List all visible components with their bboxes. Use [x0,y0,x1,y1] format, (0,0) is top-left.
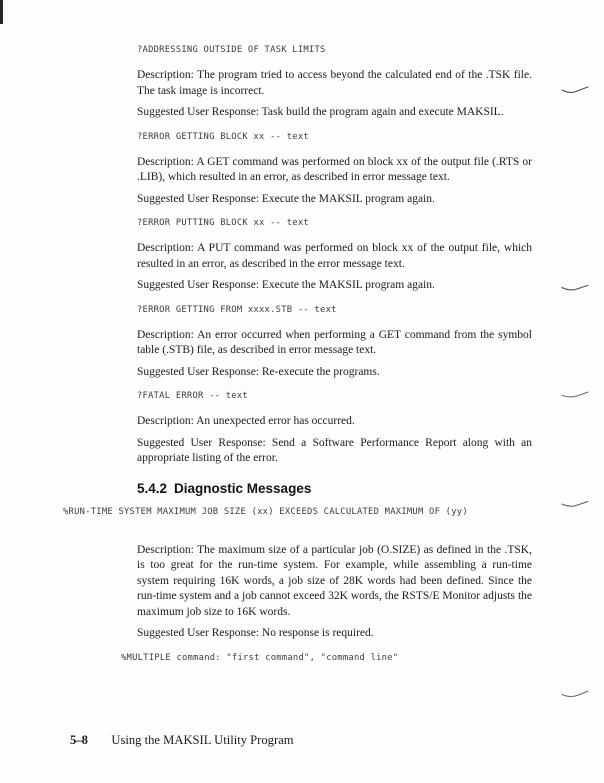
user-response-text: Suggested User Response: Execute the MAKSIL program again. [137,279,435,291]
diagnostic-code-line: %MULTIPLE command: "first command", "command line" [121,652,399,663]
error-code-line: ?ERROR GETTING BLOCK xx -- text [137,131,309,142]
page-body [63,45,532,676]
section-heading [137,481,532,496]
footer-page-number: 5–8 [70,733,88,747]
scan-swoosh-4 [561,498,589,509]
error-code-line: ?ERROR GETTING FROM xxxx.STB -- text [137,304,337,315]
page-footer [70,733,294,748]
diagnostic-code-line: %RUN-TIME SYSTEM MAXIMUM JOB SIZE (xx) EXCEEDS CALCULATED MAXIMUM OF (yy) [63,506,468,517]
footer-chapter-title: Using the MAKSIL Utility Program [111,733,294,747]
scan-swoosh-3 [561,389,589,400]
user-response-text: Suggested User Response: Re-execute the programs. [137,365,380,378]
error-code-line: ?FATAL ERROR -- text [137,391,248,401]
description-text: Description: An unexpected error has occurred. [137,415,355,427]
error-code-line: ?ADDRESSING OUTSIDE OF TASK LIMITS [137,45,326,55]
user-response-text: Suggested User Response: Execute the MAKSIL program again. [137,192,435,205]
scan-swoosh-1 [561,84,589,95]
description-text: Description: A PUT command was performed on block xx of the output file, which resulted in an error, as described in the error message text. [137,242,532,270]
section-number: 5.4.2 [137,480,168,496]
user-response-text: Suggested User Response: No response is required. [137,627,374,639]
description-text: Description: An error occurred when performing a GET command from the symbol table (.STB) file, as described in error message text. [137,328,532,356]
section-title: Diagnostic Messages [174,480,312,496]
user-response-text: Suggested User Response: Send a Software Performance Report along with an appropriate listing of the error. [137,436,532,464]
user-response-text: Suggested User Response: Task build the program again and execute MAKSIL. [137,106,504,118]
scan-swoosh-5 [561,688,589,699]
scan-artifact-mark [0,0,3,24]
description-text: Description: The maximum size of a particular job (O.SIZE) as defined in the .TSK, is too great for the run-time system. For example, while assembling a run-time system requiring 16K words, a job size of 28K words had been defined. Since the run-time system and a job cannot exceed 32K words, the RSTS/E Monitor adjusts the maximum job size to 16K words. [137,543,532,618]
description-text: Description: A GET command was performed on block xx of the output file (.RTS or .LIB), which resulted in an error, as described in error message text. [137,155,532,183]
error-code-line: ?ERROR PUTTING BLOCK xx -- text [137,218,309,228]
scan-swoosh-2 [561,282,589,293]
description-text: Description: The program tried to access beyond the calculated end of the .TSK file. The task image is incorrect. [137,69,532,97]
